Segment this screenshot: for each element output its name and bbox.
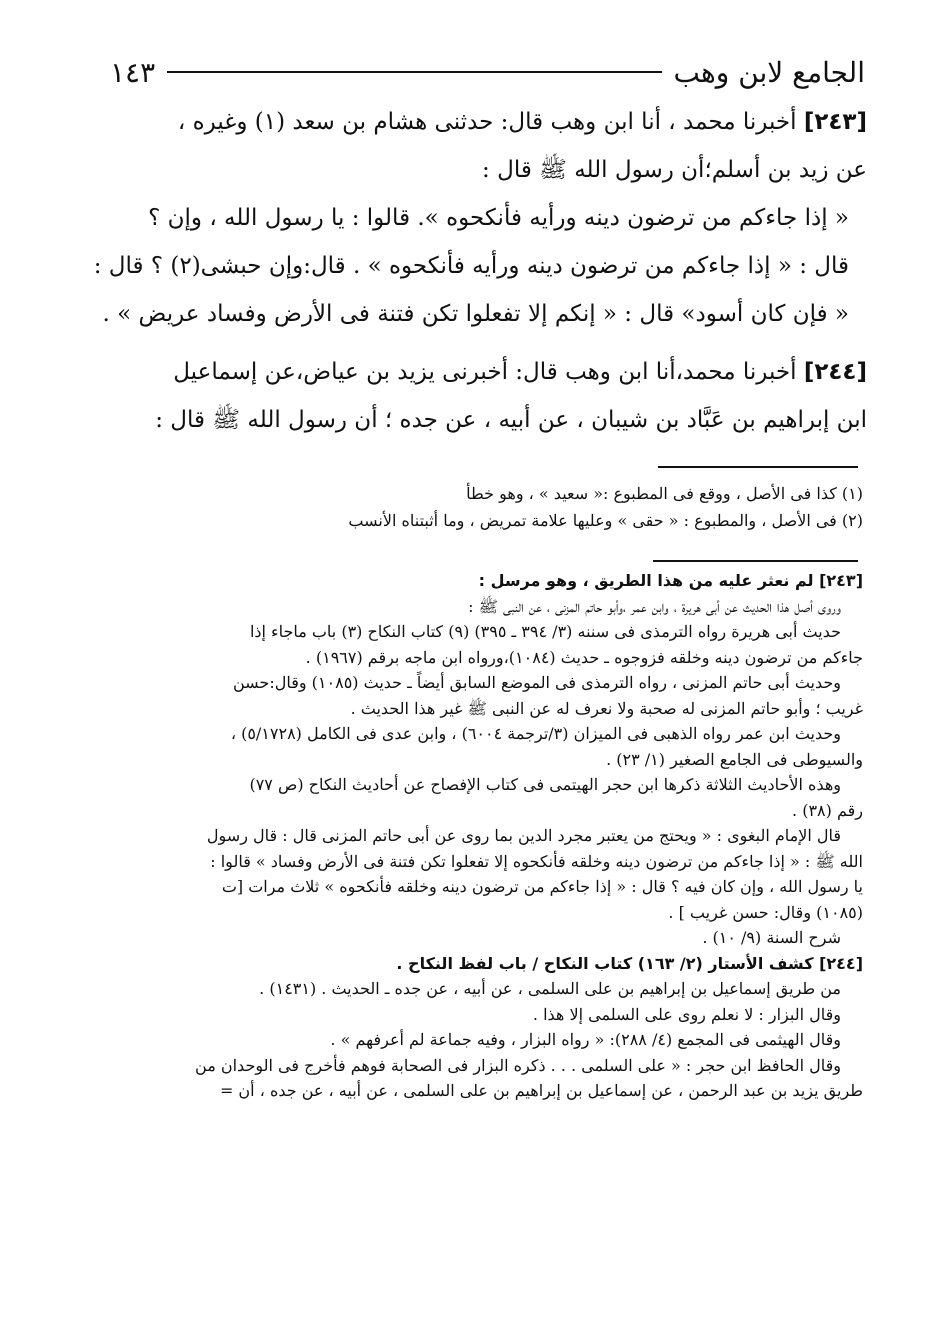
commentary-243-line: رقم (٣٨) .	[792, 800, 863, 820]
hadith-244-line1	[70, 348, 867, 396]
book-title: الجامع لابن وهب	[673, 55, 865, 89]
hadith-244-line2: ابن إبراهيم بن عَبَّاد بن شيبان ، عن أبيه ، عن جده ؛ أن رسول الله ﷺ قال :	[155, 407, 867, 433]
commentary-244-line: وقال البزار : لا نعلم روى على السلمى إلا هذا .	[532, 1004, 841, 1024]
commentary-243-heading: [٢٤٣] لم نعثر عليه من هذا الطريق ، وهو مرسل :	[478, 571, 863, 590]
hadith-243-matn	[70, 194, 867, 338]
commentary-243-line: حديث أبى هريرة رواه الترمذى فى سننه (٣/ ٣٩٤ ـ ٣٩٥) (٩) كتاب النكاح (٣) باب ماجاء إذا	[249, 622, 841, 641]
commentary-243-line: غريب ؛ وأبو حاتم المزنى له صحبة ولا نعرف له عن النبى ﷺ غير هذا الحديث .	[350, 698, 863, 718]
footnote-separator	[658, 466, 858, 468]
hadith-243-line2: عن زيد بن أسلم؛أن رسول الله ﷺ قال :	[482, 157, 867, 183]
commentary-243-line: وحديث أبى حاتم المزنى ، رواه الترمذى فى الموضع السابق أيضاً ـ حديث (١٠٨٥) وقال:حسن	[232, 673, 841, 692]
commentary-243-line: وهذه الأحاديث الثلاثة ذكرها ابن حجر الهيتمى فى كتاب الإفصاح عن أحاديث النكاح (ص ٧٧)	[249, 775, 841, 794]
hadith-244-line1-text: أخبرنا محمد،أنا ابن وهب قال: أخبرنى يزيد بن عياض،عن إسماعيل	[173, 359, 797, 385]
commentary-243-line: والسيوطى فى الجامع الصغير (١/ ٢٣) .	[606, 749, 863, 769]
footnotes	[70, 480, 863, 534]
hadith-243-line3: « إذا جاءكم من ترضون دينه ورأيه فأنكحوه ». قالوا : يا رسول الله ، وإن ؟	[148, 205, 849, 231]
commentary-244-heading: [٢٤٤] كشف الأستار (٢/ ١٦٣) كتاب النكاح / باب لفظ النكاح .	[396, 953, 863, 973]
hadith-243-line1	[70, 98, 867, 146]
commentary-separator	[653, 560, 858, 562]
footnote-1: (١) كذا فى الأصل ، ووقع فى المطبوع :« سعيد » ، وهو خطأ	[466, 484, 863, 503]
hadith-243-line1-text: أخبرنا محمد ، أنا ابن وهب قال: حدثنى هشام بن سعد (١) وغيره ،	[177, 109, 797, 135]
header-rule	[167, 71, 661, 73]
commentary-244-line: وقال الهيثمى فى المجمع (٤/ ٢٨٨): « رواه البزار ، وفيه جماعة لم أعرفهم » .	[330, 1030, 841, 1049]
hadith-243-number: [٢٤٣]	[803, 109, 867, 135]
commentary-243-line: شرح السنة (٩/ ١٠) .	[702, 928, 841, 947]
commentary-244-line: طريق يزيد بن عبد الرحمن ، عن إسماعيل بن إبراهيم بن على السلمى ، عن أبيه ، عن جده ، أن =	[219, 1081, 863, 1100]
footnote-2: (٢) فى الأصل ، والمطبوع : « حقى » وعليها علامة تمريض ، وما أثبتناه الأنسب	[348, 511, 863, 530]
page-number: ١٤٣	[110, 55, 156, 89]
commentary	[70, 568, 863, 1104]
commentary-244-line: وقال الحافظ ابن حجر : « على السلمى . . . ذكره البزار فى الصحابة فوهم فأخرج فى الوحدان من	[195, 1055, 841, 1075]
commentary-243-line: جاءكم من ترضون دينه وخلقه فزوجوه ـ حديث (١٠٨٤)،ورواه ابن ماجه برقم (١٩٦٧) .	[305, 647, 863, 667]
hadith-244-number: [٢٤٤]	[803, 359, 867, 385]
main-text	[70, 98, 867, 454]
commentary-243-line: قال الإمام البغوى : « ويحتج من يعتبر مجرد الدين بما روى عن أبى حاتم المزنى قال : قال رسول	[206, 826, 841, 845]
commentary-243-line: الله ﷺ : « إذا جاءكم من ترضون دينه وخلقه فأنكحوه إلا تفعلوا تكن فتنة فى الأرض وفساد » قالوا :	[210, 851, 863, 871]
commentary-243-line: يا رسول الله ، وإن كان فيه ؟ قال : « إذا جاءكم من ترضون دينه وخلقه فأنكحوه » ثلاث مرات [ت	[221, 877, 863, 896]
running-header	[110, 50, 865, 94]
commentary-244-line: من طريق إسماعيل بن إبراهيم بن على السلمى ، عن أبيه ، عن جده ـ الحديث . (١٤٣١) .	[259, 979, 841, 998]
commentary-243-line: (١٠٨٥) وقال: حسن غريب ] .	[668, 902, 863, 922]
hadith-243	[70, 98, 867, 338]
commentary-243-line: وروى أصل هذا الحديث عن أبى هريرة ، وابن عمر ،وأبو حاتم المزنى ، عن النبى ﷺ :	[468, 596, 841, 616]
commentary-243-line: وحديث ابن عمر رواه الذهبى فى الميزان (٣/ترجمة ٦٠٠٤) ، وابن عدى فى الكامل (٥/١٧٢٨) ،	[230, 724, 841, 743]
hadith-244	[70, 348, 867, 444]
hadith-243-line5: « فإن كان أسود» قال : « إنكم إلا تفعلوا تكن فتنة فى الأرض وفساد عريض » .	[102, 301, 849, 327]
hadith-243-line4: قال : « إذا جاءكم من ترضون دينه ورأيه فأنكحوه » . قال:وإن حبشى(٢) ؟ قال :	[93, 253, 849, 279]
